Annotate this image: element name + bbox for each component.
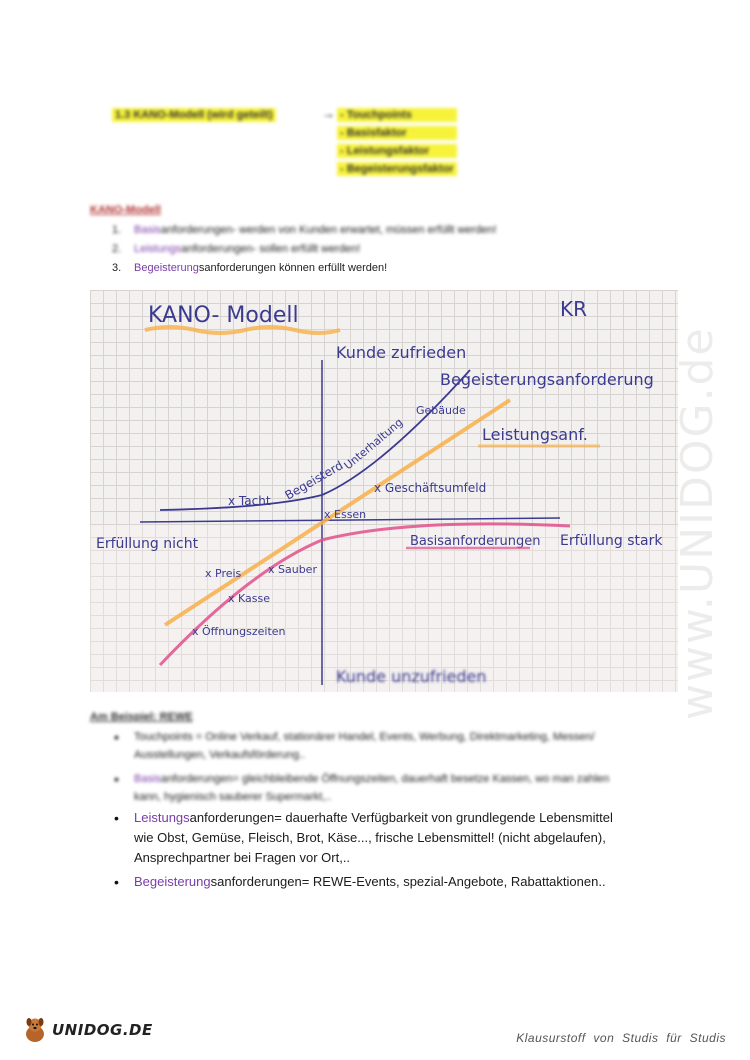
list-text: sanforderungen können erfüllt werden! (198, 262, 388, 274)
list-text: anforderungen= gleichbleibende Öffnungszeiten, dauerhaft besetze Kassen, wo man zahlen kann, hygienisch sauberer Supermarkt,.. (134, 773, 610, 803)
y-axis-bottom-label: Kunde unzufrieden (336, 667, 487, 686)
point-label: x Geschäftsumfeld (374, 481, 487, 495)
point-label: x Sauber (268, 563, 317, 576)
keyword: Begeisterung (134, 874, 211, 889)
list-item (112, 259, 497, 278)
list-text: anforderungen= dauerhafte Verfügbarkeit von grundlegende Lebensmittel wie Obst, Gemüse, Fleisch, Brot, Käse..., frische Lebensmittel! (nicht abgelaufen), Ansprechpartner bei Fragen vor Ort,.. (134, 810, 613, 865)
example-heading: Am Beispiel: REWE (90, 711, 193, 723)
point-label: x Preis (205, 567, 242, 580)
watermark: www.UNIDOG.de (672, 326, 723, 720)
arrow-icon: → (322, 106, 335, 121)
point-label: x Öffnungszeiten (192, 625, 286, 638)
label-begeisterung: Begeisterungsanforderung (440, 370, 654, 389)
point-label: x Kasse (228, 592, 270, 605)
point-label: Begeisterd (282, 458, 346, 503)
point-label: Unterhaltung (341, 415, 406, 473)
point-label: x Tacht (228, 494, 271, 508)
list-text: anforderungen- sollen erfüllt werden! (181, 243, 361, 255)
header-item: - Begeisterungsfaktor (337, 162, 457, 176)
keyword: Leistungs (134, 243, 182, 255)
kano-list (112, 221, 497, 278)
footer-logo[interactable] (22, 1016, 153, 1044)
point-label: x Essen (324, 508, 367, 521)
keyword: Begeisterung (134, 262, 199, 274)
header-item-list (337, 108, 457, 180)
list-item (112, 221, 497, 240)
list-item (112, 872, 632, 892)
initials: KR (560, 297, 588, 321)
y-axis-top-label: Kunde zufrieden (336, 343, 467, 362)
list-item (112, 808, 632, 868)
label-leistung: Leistungsanf. (482, 425, 588, 444)
list-item (112, 770, 632, 806)
header-item: - Basisfaktor (337, 126, 457, 140)
kano-sketch (90, 290, 678, 692)
list-item (112, 240, 497, 259)
example-list (112, 728, 632, 812)
diagram-title: KANO- Modell (148, 303, 299, 328)
label-basis: Basisanforderungen (410, 534, 541, 549)
footer-slogan: Klausurstoff von Studis für Studis (516, 1031, 726, 1045)
dog-icon (22, 1016, 48, 1044)
kano-diagram-photo (90, 290, 678, 692)
keyword: Basis (134, 224, 161, 236)
header-item: - Touchpoints (337, 108, 457, 122)
header-item: - Leistungsfaktor (337, 144, 457, 158)
logo-text: UNIDOG.DE (52, 1021, 153, 1039)
kano-heading: KANO-Modell (90, 204, 161, 216)
keyword: Leistungs (134, 810, 190, 825)
list-text: anforderungen- werden von Kunden erwartet, müssen erfüllt werden! (160, 224, 497, 236)
list-number: 3. (112, 262, 122, 274)
x-axis-right-label: Erfüllung stark (560, 533, 663, 549)
list-number: 2. (112, 243, 122, 255)
list-number: 1. (112, 224, 122, 236)
example-list-clear (112, 808, 632, 896)
x-axis-left-label: Erfüllung nicht (96, 536, 199, 552)
list-text: sanforderungen= REWE-Events, spezial-Angebote, Rabattaktionen.. (210, 874, 606, 889)
point-label: Gebäude (416, 404, 466, 417)
keyword: Basis (134, 773, 161, 785)
list-text: Touchpoints = Online Verkauf, stationärer Handel, Events, Werbung, Direktmarketing, Messen/ Ausstellungen, Verkaufsförderung.. (134, 731, 595, 761)
list-item (112, 728, 632, 764)
section-title: 1.3 KANO-Modell (wird geteilt) (112, 108, 276, 122)
